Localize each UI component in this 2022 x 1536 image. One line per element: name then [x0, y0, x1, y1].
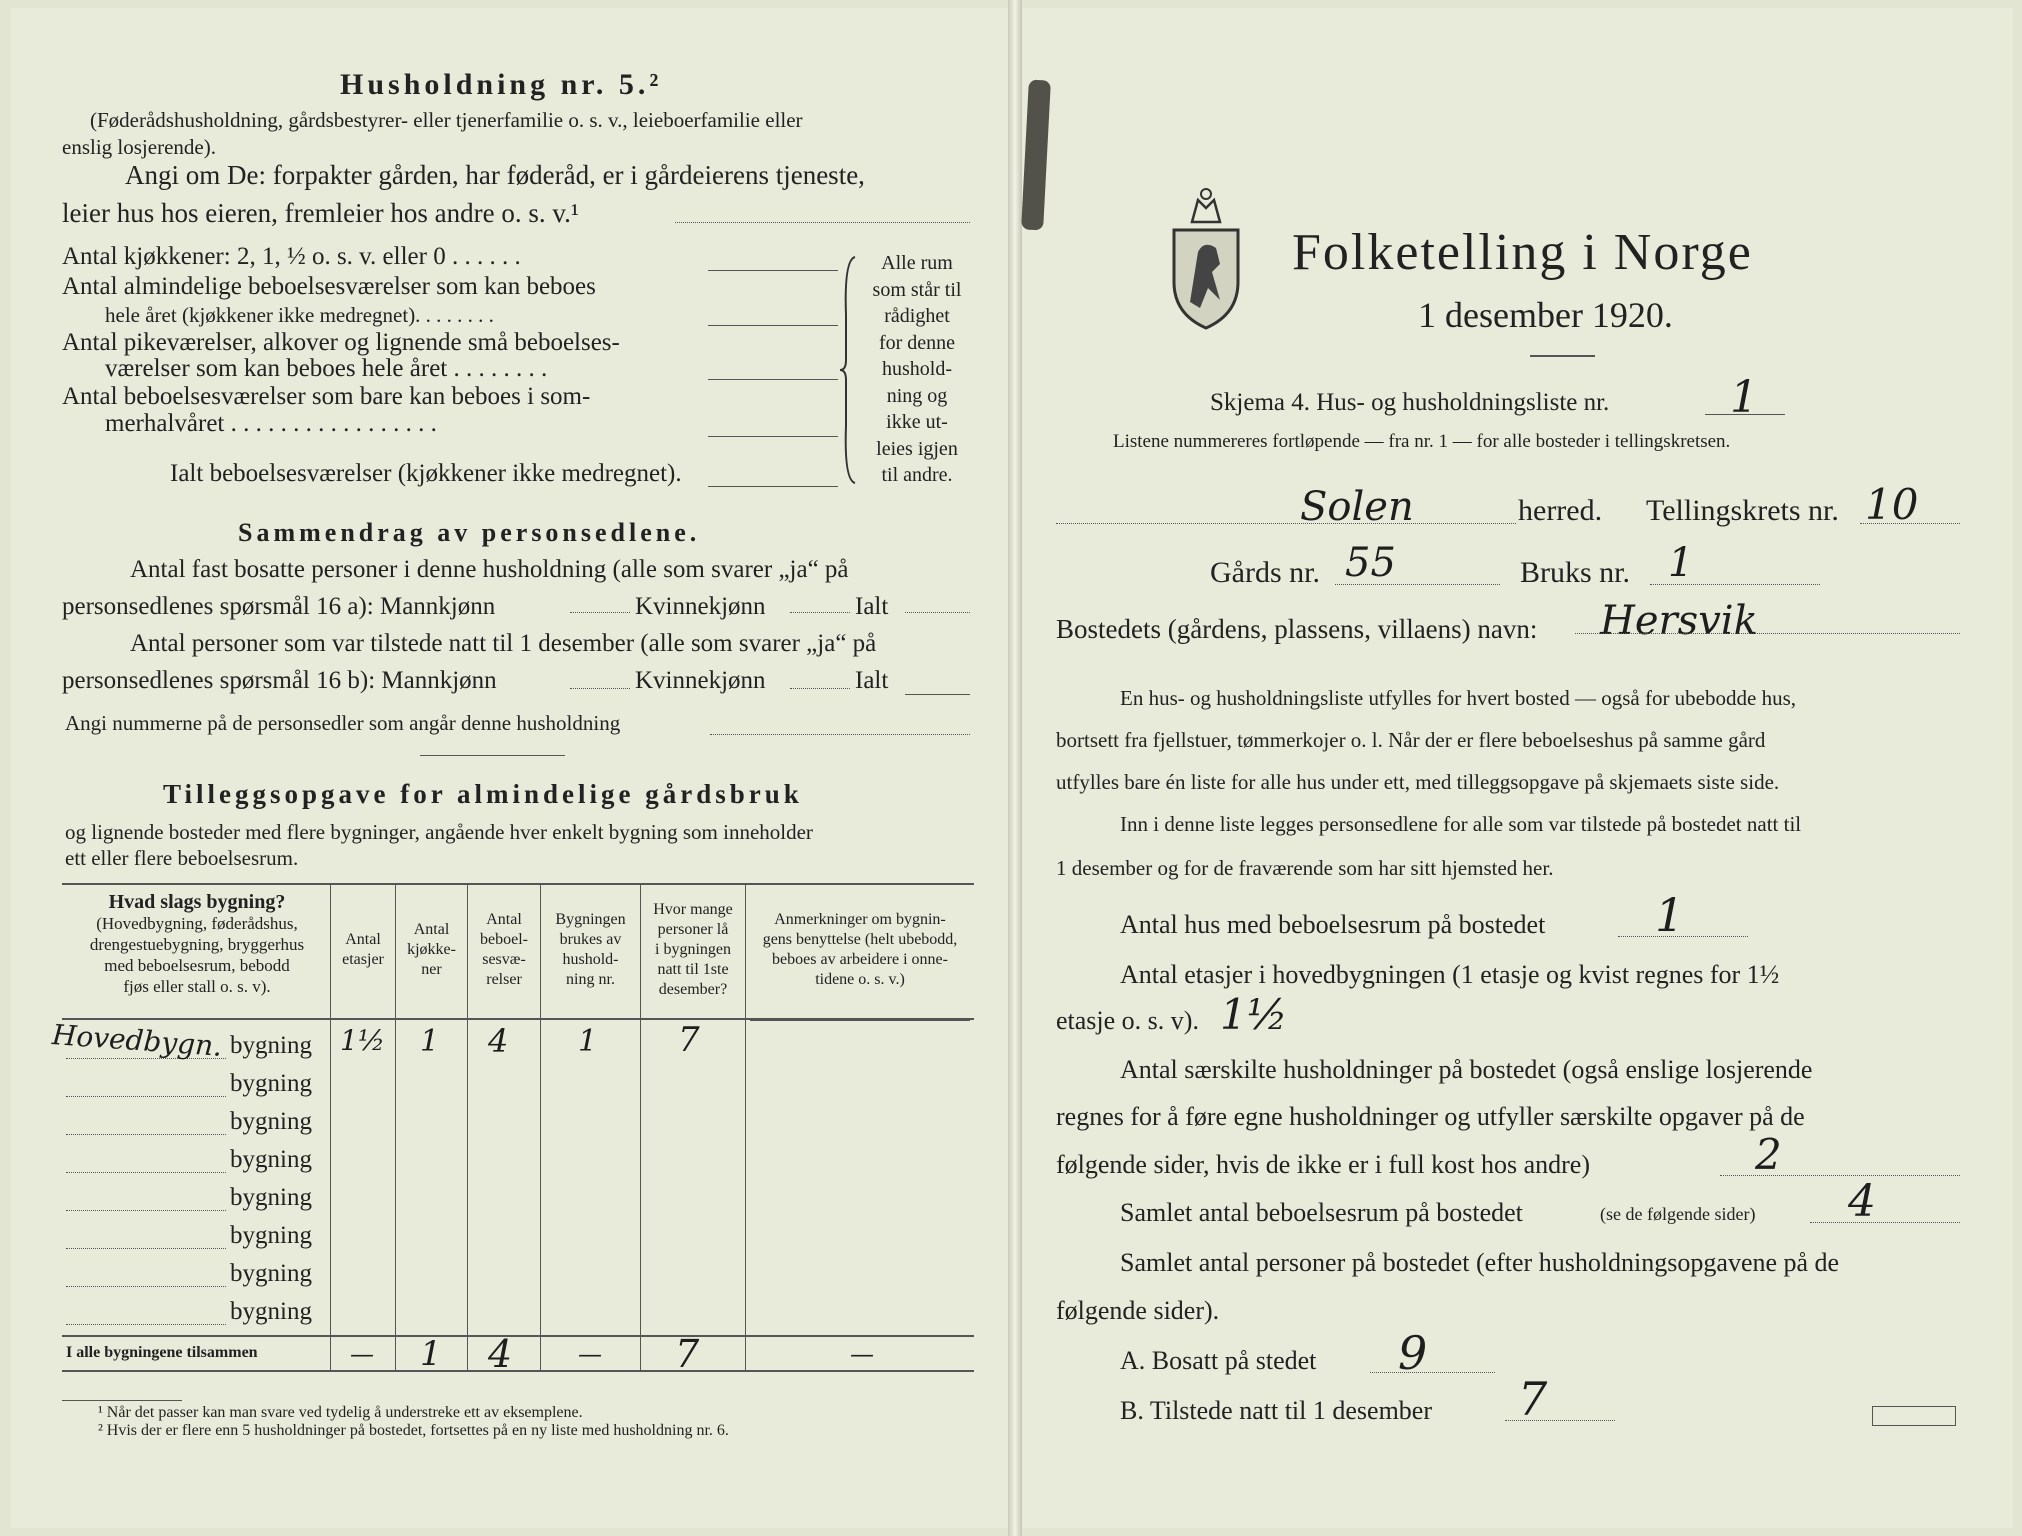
row-line	[66, 1134, 226, 1135]
summary-line-1: Antal fast bosatte personer i denne husholdning (alle som svarer „ja“ på	[130, 556, 849, 583]
intro-line-2: enslig losjerende).	[62, 135, 216, 159]
row-label: bygning	[230, 1222, 312, 1249]
bruks-label: Bruks nr.	[1520, 556, 1631, 589]
rooms-ordinary-2: hele året (kjøkkener ikke medregnet). . . . . . . .	[105, 303, 494, 327]
divider	[420, 755, 565, 756]
intro-line-1: (Føderådshusholdning, gårdsbestyrer- eller tjenerfamilie o. s. v., leieboerfamilie eller	[90, 108, 803, 132]
angi-answer-line	[675, 222, 970, 223]
header-text: ning nr.	[566, 971, 615, 988]
bosted-value: Hersvik	[1600, 598, 1758, 644]
row-line	[66, 1248, 226, 1249]
rooms-total: Ialt beboelsesværelser (kjøkkener ikke medregnet).	[170, 460, 682, 487]
total-label: Ialt	[855, 593, 889, 620]
left-page	[10, 8, 1010, 1528]
header-text: Anmerkninger om bygnin-	[774, 911, 946, 928]
col-header-remarks	[746, 910, 974, 990]
q-present-value: 7	[1518, 1372, 1548, 1426]
header-text: beboel-	[480, 931, 528, 948]
form-title: Folketelling i Norge	[1292, 224, 1753, 281]
numbering-note: Listene nummereres fortløpende — fra nr. 1 — for alle bosteder i tellingskretsen.	[1113, 431, 1731, 452]
row-label: bygning	[230, 1260, 312, 1287]
answer-line	[1810, 1222, 1960, 1223]
col-header-rooms	[468, 910, 540, 990]
note-line: ikke ut-	[886, 411, 948, 433]
summary-line-3: Antal personer som var tilstede natt til 1 desember (alle som svarer „ja“ på	[130, 630, 877, 657]
answer-line	[570, 688, 630, 689]
q-rooms: Samlet antal beboelsesrum på bostedet	[1120, 1198, 1523, 1227]
answer-line	[905, 612, 970, 613]
q-rooms-note: (se de følgende sider)	[1600, 1204, 1756, 1224]
note-line: hushold-	[882, 358, 952, 380]
answer-line	[708, 270, 838, 271]
row-line	[750, 1020, 970, 1021]
row-line	[66, 1096, 226, 1097]
rooms-ordinary: Antal almindelige beboelsesværelser som kan beboes	[62, 273, 596, 300]
header-text: desember?	[658, 981, 728, 998]
row-label: bygning	[230, 1032, 312, 1059]
header-text: tidene o. s. v.)	[815, 971, 905, 988]
row-label: bygning	[230, 1184, 312, 1211]
answer-line	[1335, 584, 1500, 585]
header-text: ner	[421, 961, 442, 978]
header-text: med beboelsesrum, bebodd	[104, 956, 290, 975]
q-floors-value: 1½	[1220, 990, 1288, 1039]
rooms-summer-2: merhalvåret . . . . . . . . . . . . . . . . .	[105, 410, 437, 437]
note-line: rådighet	[884, 305, 950, 327]
bracket	[840, 255, 860, 485]
answer-line	[708, 379, 838, 380]
schema-label: Skjema 4. Hus- og husholdningsliste nr.	[1210, 389, 1610, 416]
total-rooms: 4	[488, 1332, 513, 1376]
answer-line	[708, 325, 838, 326]
note-line: for denne	[878, 331, 956, 354]
header-text: Hvad slags bygning?	[108, 891, 286, 913]
note-line: som står til	[872, 278, 962, 301]
household-heading: Husholdning nr. 5.²	[340, 68, 663, 101]
gards-label: Gårds nr.	[1210, 556, 1320, 589]
q-persons-1: Samlet antal personer på bostedet (efter husholdningsopgavene på de	[1120, 1248, 1840, 1277]
title-rule	[1530, 355, 1595, 357]
answer-line	[790, 612, 850, 613]
header-text: natt til 1ste	[657, 961, 729, 978]
header-text: beboes av arbeidere i onne-	[772, 951, 948, 968]
q-floors-2: etasje o. s. v).	[1056, 1006, 1199, 1035]
norwegian-coat-of-arms-icon	[1168, 182, 1244, 332]
header-text: (Hovedbygning, føderådshus,	[96, 914, 298, 933]
q-households-3: følgende sider, hvis de ikke er i full kost hos andre)	[1056, 1150, 1590, 1179]
header-text: Antal	[345, 931, 381, 948]
row1-rooms: 4	[488, 1022, 509, 1060]
answer-line	[1720, 1175, 1960, 1176]
answer-line	[708, 486, 838, 487]
header-text: Hvor mange	[653, 901, 733, 918]
total-label-2: Ialt	[855, 667, 889, 694]
answer-line	[1618, 936, 1748, 937]
note-line: til andre.	[881, 464, 953, 486]
total-household: —	[578, 1340, 602, 1368]
row-line	[66, 1172, 226, 1173]
census-date: 1 desember 1920.	[1418, 295, 1673, 335]
q-households-2: regnes for å føre egne husholdninger og utfyller særskilte opgaver på de	[1056, 1102, 1805, 1131]
header-text: relser	[486, 971, 522, 988]
summary-line-2: personsedlenes spørsmål 16 a): Mannkjønn	[62, 593, 496, 620]
summary-heading: Sammendrag av personsedlene.	[238, 518, 701, 547]
header-text: Antal	[413, 921, 450, 938]
answer-line	[905, 694, 970, 695]
header-text: Bygningen	[555, 911, 626, 928]
row-line	[66, 1286, 226, 1287]
answer-line	[1370, 1372, 1495, 1373]
col-header-floors	[331, 930, 395, 970]
row-label: bygning	[230, 1146, 312, 1173]
rooms-small: Antal pikeværelser, alkover og lignende små beboelses-	[62, 329, 620, 356]
q-houses: Antal hus med beboelsesrum på bostedet	[1120, 910, 1546, 939]
row-line	[66, 1324, 226, 1325]
header-text: personer lå	[657, 921, 729, 938]
q-houses-value: 1	[1655, 888, 1685, 942]
note-line: Alle rum	[881, 252, 953, 274]
female-label-2: Kvinnekjønn	[635, 667, 766, 694]
answer-line	[1575, 633, 1960, 634]
answer-line	[1056, 523, 1516, 524]
answer-line	[708, 436, 838, 437]
header-text: brukes av	[559, 931, 622, 948]
total-remarks: —	[850, 1340, 874, 1368]
row-label: bygning	[230, 1070, 312, 1097]
q-households-1: Antal særskilte husholdninger på bostedet (også enslige losjerende	[1120, 1055, 1813, 1084]
col-header-type	[66, 892, 328, 997]
total-persons: 7	[675, 1332, 700, 1376]
summary-line-4: personsedlenes spørsmål 16 b): Mannkjønn	[62, 667, 497, 694]
footnote-1: ¹ Når det passer kan man svare ved tydelig å understreke ett av eksemplene.	[98, 1404, 583, 1421]
header-text: i bygningen	[655, 941, 731, 958]
note-line: ning og	[886, 384, 948, 407]
q-present: B. Tilstede natt til 1 desember	[1120, 1396, 1432, 1425]
row-label: bygning	[230, 1108, 312, 1135]
row1-building-name: Hovedbygn.	[51, 1018, 224, 1063]
q-floors-1: Antal etasjer i hovedbygningen (1 etasje og kvist regnes for 1½	[1120, 960, 1780, 989]
col-header-household	[541, 910, 640, 990]
bosted-label: Bostedets (gårdens, plassens, villaens) navn:	[1056, 614, 1538, 644]
q-rooms-value: 4	[1848, 1176, 1876, 1227]
angi-line-2: leier hus hos eieren, fremleier hos andre o. s. v.¹	[62, 198, 579, 228]
col-header-kitchens	[396, 920, 467, 980]
row-label: bygning	[230, 1298, 312, 1325]
info-line-4: Inn i denne liste legges personsedlene for alle som var tilstede på bostedet natt til	[1120, 812, 1802, 836]
info-line-3: utfylles bare én liste for alle hus under ett, med tilleggsopgave på skjemaets siste side.	[1056, 770, 1780, 794]
row1-persons: 7	[678, 1020, 700, 1060]
note-line: leies igjen	[876, 437, 958, 460]
header-text: hushold-	[562, 951, 619, 968]
q-resident: A. Bosatt på stedet	[1120, 1346, 1317, 1375]
row1-household: 1	[578, 1024, 598, 1059]
summary-line-5: Angi nummerne på de personsedler som angår denne husholdning	[65, 711, 621, 735]
row-line	[66, 1210, 226, 1211]
answer-line	[1705, 414, 1785, 415]
info-line-1: En hus- og husholdningsliste utfylles for hvert bosted — også for ubebodde hus,	[1120, 686, 1796, 710]
info-line-2: bortsett fra fjellstuer, tømmerkojer o. l. Når der er flere beboelseshus på samme gård	[1056, 728, 1766, 752]
answer-line	[790, 688, 850, 689]
tillegg-line-1: og lignende bosteder med flere bygninger, angående hver enkelt bygning som inneholder	[65, 820, 813, 844]
page-fold	[1008, 0, 1022, 1536]
header-text: etasjer	[342, 951, 384, 968]
answer-line	[1650, 584, 1820, 585]
answer-line	[710, 734, 970, 735]
col-header-persons	[641, 900, 745, 1000]
total-row-label: I alle bygningene tilsammen	[66, 1344, 258, 1361]
q-households-value: 2	[1755, 1130, 1782, 1179]
rooms-summer: Antal beboelsesværelser som bare kan beboes i som-	[62, 383, 591, 410]
header-text: drengestuebygning, bryggerhus	[89, 935, 305, 954]
footnote-2: ² Hvis der er flere enn 5 husholdninger på bostedet, fortsettes på en ny liste med husholdning nr. 6.	[98, 1422, 729, 1439]
header-text: gens benyttelse (helt ubebodd,	[762, 931, 958, 948]
rooms-small-2: værelser som kan beboes hele året . . . . . . . .	[105, 355, 548, 382]
header-text: Antal	[486, 911, 522, 928]
rooms-kitchens: Antal kjøkkener: 2, 1, ½ o. s. v. eller 0 . . . . . .	[62, 243, 521, 270]
bruks-value: 1	[1668, 540, 1694, 586]
info-line-5: 1 desember og for de fraværende som har sitt hjemsted her.	[1056, 856, 1554, 880]
herred-label: herred.	[1518, 494, 1603, 527]
answer-line	[1505, 1420, 1615, 1421]
header-text: kjøkke-	[407, 941, 456, 958]
gards-value: 55	[1345, 540, 1396, 586]
header-text: sesvæ-	[482, 951, 526, 968]
printer-stamp	[1872, 1406, 1956, 1426]
header-text: fjøs eller stall o. s. v).	[123, 977, 271, 996]
tillegg-line-2: ett eller flere beboelsesrum.	[65, 846, 299, 870]
krets-label: Tellingskrets nr.	[1646, 494, 1839, 527]
total-floors: —	[350, 1340, 374, 1368]
krets-value: 10	[1865, 480, 1919, 529]
tillegg-heading: Tilleggsopgave for almindelige gårdsbruk	[163, 779, 803, 809]
q-resident-value: 9	[1398, 1326, 1428, 1380]
answer-line	[570, 612, 630, 613]
row1-floors: 1½	[340, 1024, 385, 1057]
total-kitchens: 1	[420, 1334, 442, 1374]
bracket-note	[862, 250, 972, 489]
female-label: Kvinnekjønn	[635, 593, 766, 620]
angi-line-1: Angi om De: forpakter gården, har føderåd, er i gårdeierens tjeneste,	[125, 160, 865, 190]
herred-value: Solen	[1300, 484, 1414, 530]
q-persons-2: følgende sider).	[1056, 1296, 1220, 1325]
row1-kitchens: 1	[420, 1024, 440, 1059]
answer-line	[1860, 523, 1960, 524]
schema-number: 1	[1730, 372, 1758, 423]
footnote-rule	[62, 1400, 182, 1401]
